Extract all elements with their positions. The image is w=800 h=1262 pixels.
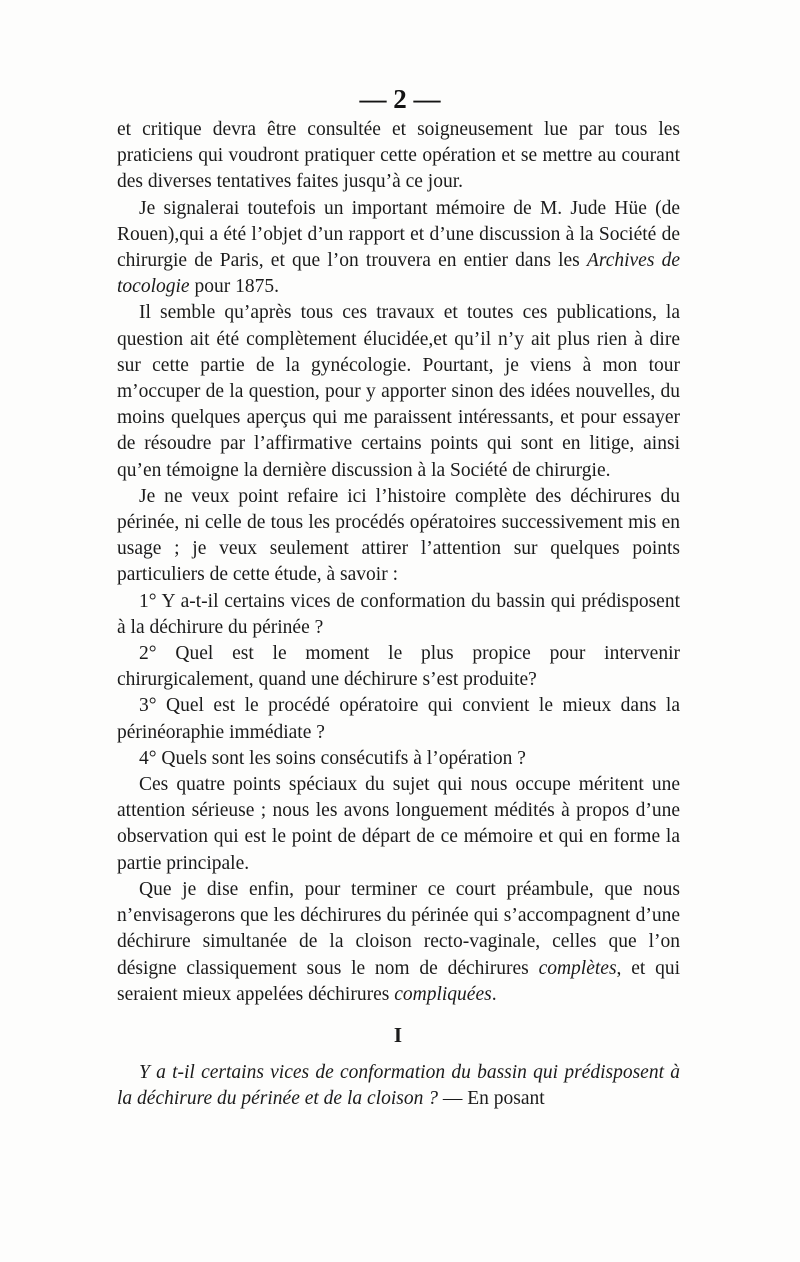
list-item-4: 4° Quels sont les soins consécutifs à l’opération ? <box>139 747 526 769</box>
list-item-3: 3° Quel est le procédé opératoire qui convient le mieux dans la périnéoraphie immédiate ? <box>117 695 680 743</box>
section-continuation: — En posant <box>442 1088 545 1110</box>
italic-term: complètes <box>538 957 617 979</box>
section-numeral: I <box>393 1022 404 1047</box>
section-question-italic: Y a t-il certains vices de conformation du bassin qui prédisposent à la déchirure du périnée et de la cloison ? <box>117 1062 680 1110</box>
body-text <box>117 117 680 1113</box>
paragraph-scope: Je ne veux point refaire ici l’histoire complète des déchirures du périnée, ni celle de tous les procédés opératoires successivement mis en usage ; je veux seulement attirer l’attention sur quelques points particuliers de cette étude, à savoir : <box>117 485 680 586</box>
paragraph-continuation: et critique devra être consultée et soigneusement lue par tous les praticiens qui voudront pratiquer cette opération et se mettre au courant des diverses tentatives faites jusqu’à ce jour. <box>117 119 680 193</box>
italic-term: compliquées <box>394 983 492 1005</box>
text-run: Que je dise enfin, pour terminer ce court préambule, que nous n’envisagerons que les déchirures du périnée qui s’accompagnent d’une déchirure simultanée de la cloison recto-vaginale, celles que l’on désigne classiquement sous le nom de déchirures <box>117 878 680 979</box>
paragraph-question-state: Il semble qu’après tous ces travaux et toutes ces publications, la question ait été complètement élucidée,et qu’il n’y ait plus rien à dire sur cette partie de la gynécologie. Pourtant, je viens à mon tour m’occuper de la question, pour y apporter sinon des idées nouvelles, du moins quelques aperçus qui me paraissent intéressants, et pour essayer de résoudre par l’affirmative certains points qui sont en litige, ainsi qu’en témoigne la dernière discussion à la Société de chirurgie. <box>117 302 680 481</box>
list-item-1: 1° Y a-t-il certains vices de conformation du bassin qui prédisposent à la déchirure du périnée ? <box>117 590 680 638</box>
text-run: pour 1875. <box>189 276 279 298</box>
journal-title: Archives de tocologie <box>117 250 680 298</box>
text-run: . <box>491 983 497 1005</box>
section-question <box>117 1060 680 1112</box>
text-run: Je signalerai toutefois un important mémoire de M. Jude Hüe (de Rouen),qui a été l’objet d’un rapport et d’une discussion à la Société de chirurgie de Paris, et que l’on trouvera en entier dans les <box>117 197 680 272</box>
paragraph-jude-hue <box>117 196 680 301</box>
list-item-2: 2° Quel est le moment le plus propice pour intervenir chirurgicalement, quand une déchirure s’est produite? <box>117 643 680 691</box>
paragraph-preamble-end <box>117 877 680 1008</box>
paragraph-four-points: Ces quatre points spéciaux du sujet qui nous occupe méritent une attention sérieuse ; nous les avons longuement médités à propos d’une observation qui est le point de départ de ce mémoire et qui en forme la partie principale. <box>117 774 680 874</box>
page-number: — 2 — <box>359 84 441 114</box>
text-run: , et qui seraient mieux appelées déchirures <box>117 957 680 1005</box>
